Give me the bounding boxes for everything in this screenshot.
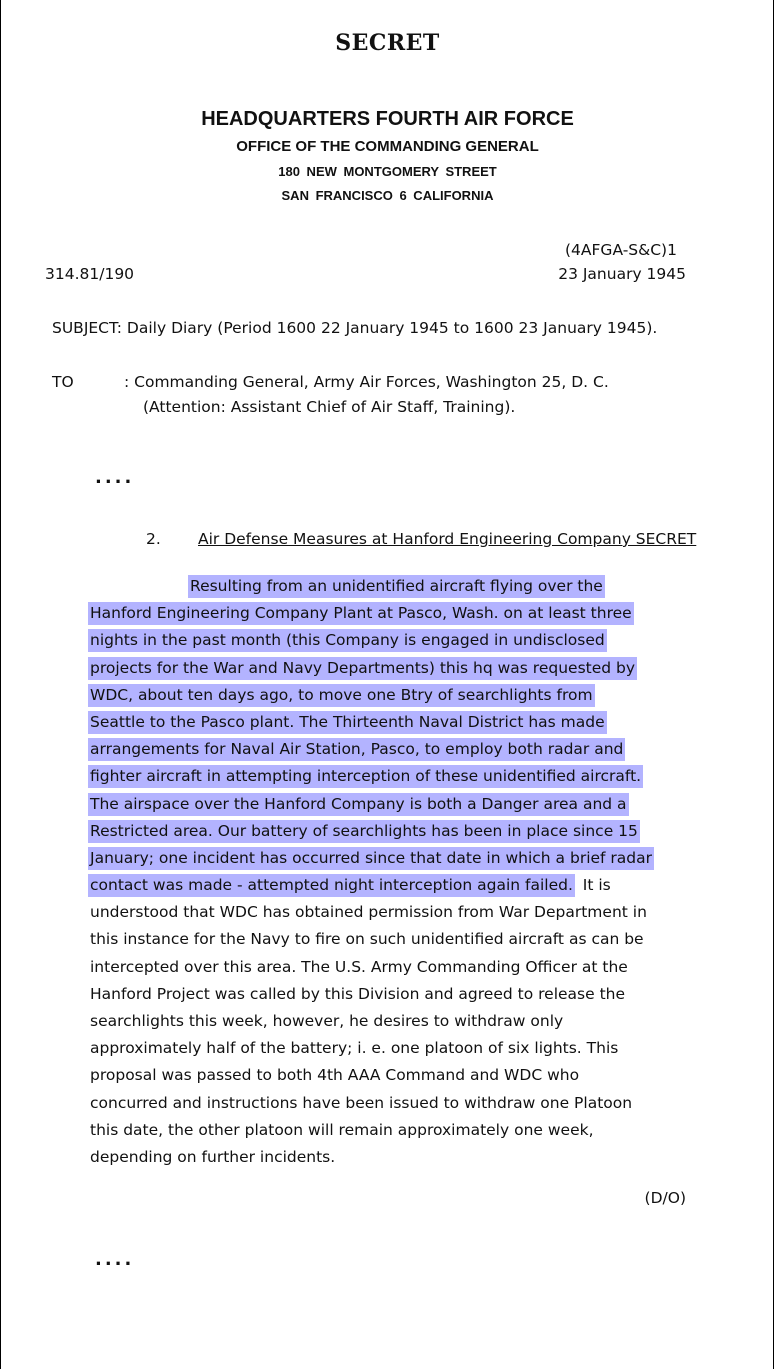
section-heading: Air Defense Measures at Hanford Engineering Company SECRET: [198, 530, 697, 548]
selected-text[interactable]: fighter aircraft in attempting interception of these unidentified aircraft.: [88, 765, 643, 788]
text-line[interactable]: approximately half of the battery; i. e. one platoon of six lights. This: [90, 1039, 619, 1058]
selected-text[interactable]: Resulting from an unidentified aircraft flying over the: [188, 575, 605, 598]
selected-text[interactable]: Restricted area. Our battery of searchlights has been in place since 15: [88, 820, 640, 843]
selected-text[interactable]: Seattle to the Pasco plant. The Thirteenth Naval District has made: [88, 711, 607, 734]
selected-text[interactable]: arrangements for Naval Air Station, Pasco, to employ both radar and: [88, 738, 625, 761]
text-line[interactable]: [90, 872, 730, 899]
text-line[interactable]: understood that WDC has obtained permission from War Department in: [90, 903, 647, 922]
omission-ellipsis-bottom: ....: [95, 1249, 135, 1270]
selected-text[interactable]: nights in the past month (this Company is engaged in undisclosed: [88, 629, 607, 652]
page-left-border: [0, 0, 1, 1369]
selected-text[interactable]: projects for the War and Navy Departments) this hq was requested by: [88, 657, 637, 680]
text-line[interactable]: [90, 763, 730, 790]
to-label: TO: [52, 373, 74, 391]
text-line[interactable]: this instance for the Navy to fire on such unidentified aircraft as can be: [90, 930, 644, 949]
text-line[interactable]: [90, 818, 730, 845]
selected-text[interactable]: January; one incident has occurred since that date in which a brief radar: [88, 847, 654, 870]
subject-line: SUBJECT: Daily Diary (Period 1600 22 January 1945 to 1600 23 January 1945).: [52, 319, 658, 337]
section-body[interactable]: [90, 573, 730, 1171]
text-line[interactable]: [90, 845, 730, 872]
author-initials: (D/O): [644, 1189, 686, 1207]
text-line[interactable]: [90, 655, 730, 682]
text-line[interactable]: [90, 791, 730, 818]
selected-text[interactable]: The airspace over the Hanford Company is both a Danger area and a: [88, 793, 629, 816]
office-title: OFFICE OF THE COMMANDING GENERAL: [236, 138, 539, 155]
classification-marking: SECRET: [335, 30, 440, 56]
file-number: 314.81/190: [45, 265, 135, 283]
text-line[interactable]: Hanford Project was called by this Division and agreed to release the: [90, 984, 626, 1003]
text-line[interactable]: [90, 627, 730, 654]
page-right-border: [773, 0, 774, 1369]
organization-title: HEADQUARTERS FOURTH AIR FORCE: [201, 108, 574, 130]
text-line[interactable]: searchlights this week, however, he desires to withdraw only: [90, 1012, 564, 1030]
text-line[interactable]: [90, 682, 730, 709]
omission-ellipsis: ....: [95, 467, 135, 488]
text-line[interactable]: [90, 600, 730, 627]
to-addressee: : Commanding General, Army Air Forces, Washington 25, D. C.: [124, 373, 609, 391]
text-line[interactable]: this date, the other platoon will remain approximately one week,: [90, 1120, 594, 1139]
office-symbol: (4AFGA-S&C)1: [565, 241, 677, 259]
text-line[interactable]: proposal was passed to both 4th AAA Command and WDC who: [90, 1066, 580, 1085]
street-address: 180 NEW MONTGOMERY STREET: [278, 164, 497, 179]
section-number: 2.: [146, 530, 161, 548]
text-line[interactable]: [90, 736, 730, 763]
city-address: SAN FRANCISCO 6 CALIFORNIA: [281, 188, 494, 203]
text-line[interactable]: intercepted over this area. The U.S. Army Commanding Officer at the: [90, 957, 628, 976]
document-date: 23 January 1945: [558, 265, 686, 283]
selected-text[interactable]: contact was made - attempted night interception again failed.: [88, 874, 575, 897]
to-attention: (Attention: Assistant Chief of Air Staff, Training).: [143, 398, 516, 416]
text-line[interactable]: [90, 709, 730, 736]
selected-text[interactable]: WDC, about ten days ago, to move one Btry of searchlights from: [88, 684, 595, 707]
selected-text[interactable]: Hanford Engineering Company Plant at Pasco, Wash. on at least three: [88, 602, 634, 625]
text-line[interactable]: concurred and instructions have been issued to withdraw one Platoon: [90, 1093, 633, 1112]
text-line[interactable]: [190, 573, 730, 600]
text-line[interactable]: depending on further incidents.: [90, 1147, 336, 1166]
unselected-text[interactable]: It is: [572, 876, 611, 895]
